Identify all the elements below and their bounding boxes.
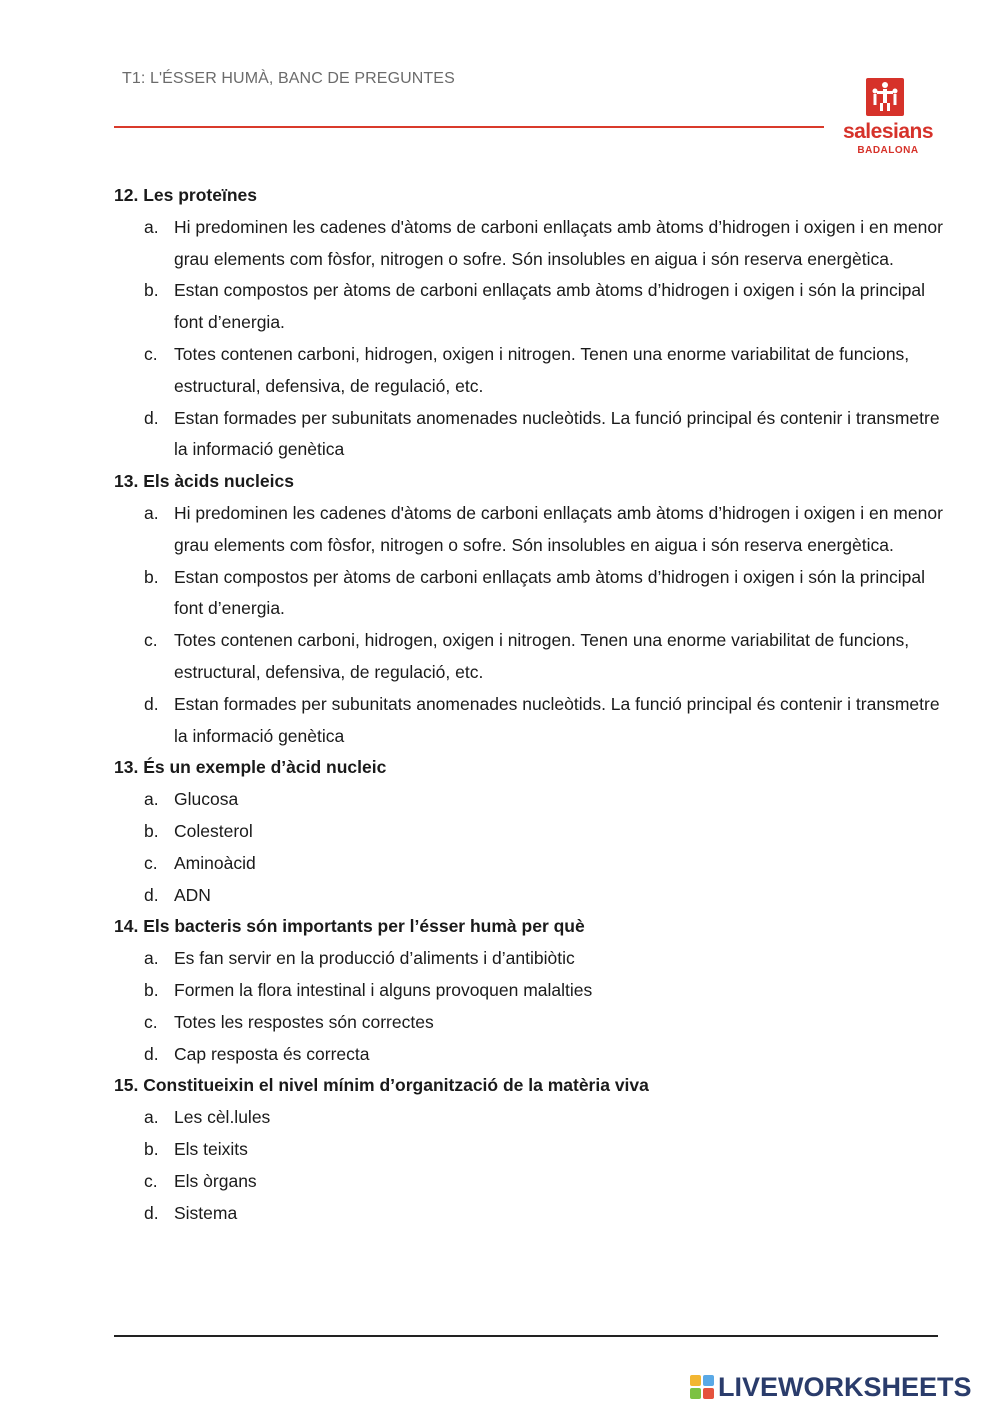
liveworksheets-brand [690, 1370, 972, 1404]
option-text: Colesterol [174, 820, 253, 841]
option-text: Aminoàcid [174, 852, 256, 873]
option-letter: a. [144, 216, 159, 237]
logo-subtitle: BADALONA [857, 145, 919, 156]
answer-option[interactable] [144, 816, 944, 848]
salesians-logo [838, 78, 938, 158]
answer-option[interactable] [144, 403, 944, 467]
option-text: Estan compostos per àtoms de carboni enllaçats amb àtoms d’hidrogen i oxigen i són la principal font d’energia. [174, 566, 925, 619]
answer-option[interactable] [144, 1102, 944, 1134]
option-text: Hi predominen les cadenes d'àtoms de carboni enllaçats amb àtoms d’hidrogen i oxigen i en menor grau elements com fòsfor, nitrogen o sofre. Són insolubles en aigua i són reserva energètica. [174, 502, 943, 555]
option-letter: c. [144, 852, 158, 873]
option-letter: a. [144, 789, 159, 810]
option-text: Sistema [174, 1202, 238, 1223]
answer-option[interactable] [144, 975, 944, 1007]
option-letter: b. [144, 979, 159, 1000]
answer-option[interactable] [144, 275, 944, 339]
option-letter: c. [144, 630, 158, 651]
question-block [114, 180, 944, 466]
question-title: 14. Els bacteris són importants per l’ésser humà per què [114, 916, 585, 937]
header-divider [114, 126, 824, 128]
salesians-emblem-icon [866, 78, 904, 116]
option-letter: c. [144, 1011, 158, 1032]
liveworksheets-wordmark: LIVEWORKSHEETS [718, 1371, 972, 1402]
answer-option[interactable] [144, 848, 944, 880]
answer-option[interactable] [144, 339, 944, 403]
option-letter: d. [144, 693, 159, 714]
option-letter: b. [144, 280, 159, 301]
option-letter: c. [144, 1170, 158, 1191]
answer-option[interactable] [144, 880, 944, 912]
option-text: Els òrgans [174, 1170, 257, 1191]
option-letter: d. [144, 1043, 159, 1064]
option-text: Formen la flora intestinal i alguns provoquen malalties [174, 979, 593, 1000]
answer-option[interactable] [144, 1134, 944, 1166]
option-text: Estan compostos per àtoms de carboni enllaçats amb àtoms d’hidrogen i oxigen i són la principal font d’energia. [174, 280, 925, 333]
option-text: Hi predominen les cadenes d'àtoms de carboni enllaçats amb àtoms d’hidrogen i oxigen i en menor grau elements com fòsfor, nitrogen o sofre. Són insolubles en aigua i són reserva energètica. [174, 216, 943, 269]
question-title: 13. Els àcids nucleics [114, 471, 294, 492]
answer-option[interactable] [144, 498, 944, 562]
option-letter: d. [144, 1202, 159, 1223]
option-text: Estan formades per subunitats anomenades nucleòtids. La funció principal és contenir i transmetre la informació genètica [174, 407, 940, 460]
question-title: 12. Les proteïnes [114, 185, 257, 205]
option-letter: b. [144, 566, 159, 587]
option-text: Cap resposta és correcta [174, 1043, 370, 1064]
answer-option[interactable] [144, 1166, 944, 1198]
document-title: T1: L'ÉSSER HUMÀ, BANC DE PREGUNTES [122, 70, 455, 87]
answer-option[interactable] [144, 784, 944, 816]
option-text: Els teixits [174, 1138, 248, 1159]
answer-option[interactable] [144, 689, 944, 753]
answer-option[interactable] [144, 1039, 944, 1071]
question-title: 15. Constitueixin el nivel mínim d’organització de la matèria viva [114, 1075, 649, 1096]
option-letter: a. [144, 948, 159, 969]
option-text: Totes contenen carboni, hidrogen, oxigen i nitrogen. Tenen una enorme variabilitat de funcions, estructural, defensiva, de regulació, etc. [174, 343, 910, 396]
answer-option[interactable] [144, 943, 944, 975]
option-letter: b. [144, 1138, 159, 1159]
option-text: Totes les respostes són correctes [174, 1011, 434, 1032]
answer-option[interactable] [144, 625, 944, 689]
option-letter: d. [144, 884, 159, 905]
logo-wordmark: salesians [842, 120, 934, 143]
answer-option[interactable] [144, 562, 944, 626]
question-block [114, 911, 944, 1070]
option-letter: d. [144, 407, 159, 428]
option-letter: b. [144, 820, 159, 841]
option-letter: c. [144, 343, 158, 364]
footer-divider [114, 1335, 938, 1337]
answer-option[interactable] [144, 1198, 944, 1230]
option-text: ADN [174, 884, 211, 905]
option-text: Glucosa [174, 789, 239, 810]
question-title: 13. És un exemple d’àcid nucleic [114, 757, 387, 778]
answer-option[interactable] [144, 1007, 944, 1039]
option-text: Estan formades per subunitats anomenades nucleòtids. La funció principal és contenir i transmetre la informació genètica [174, 693, 940, 746]
option-letter: a. [144, 1107, 159, 1128]
option-text: Les cèl.lules [174, 1107, 271, 1128]
option-text: Es fan servir en la producció d’aliments i d’antibiòtic [174, 948, 575, 969]
option-letter: a. [144, 502, 159, 523]
question-block [114, 752, 944, 911]
option-text: Totes contenen carboni, hidrogen, oxigen i nitrogen. Tenen una enorme variabilitat de funcions, estructural, defensiva, de regulació, etc. [174, 630, 910, 682]
question-block [114, 1070, 944, 1229]
question-list [114, 180, 944, 1229]
liveworksheets-logo-icon [690, 1375, 714, 1399]
answer-option[interactable] [144, 212, 944, 276]
question-block [114, 466, 944, 752]
